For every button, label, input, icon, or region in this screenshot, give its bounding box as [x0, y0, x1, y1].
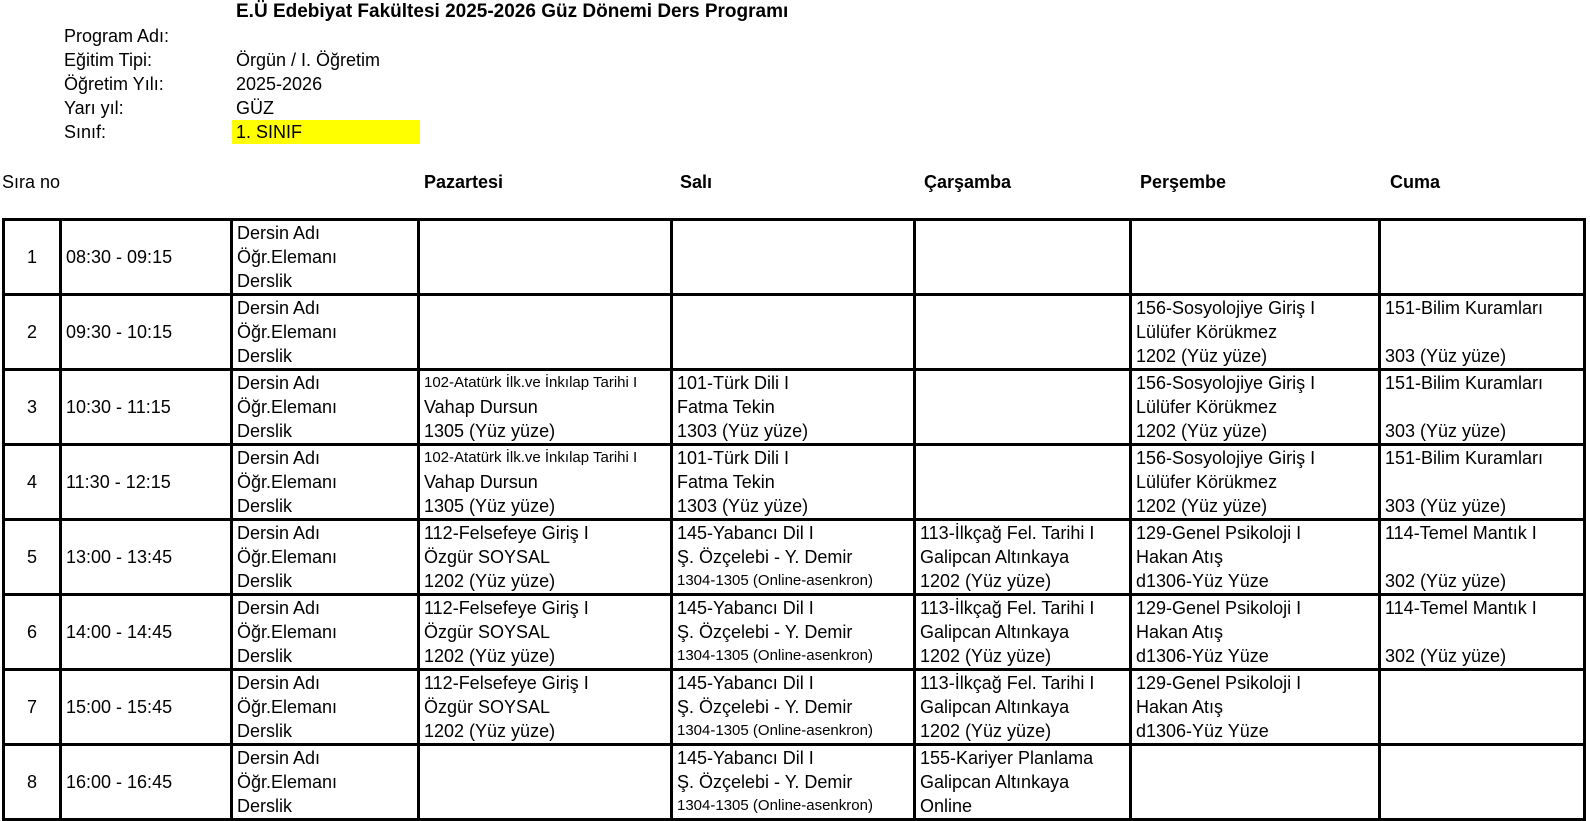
header-day-friday: Cuma [1390, 172, 1441, 192]
classroom: 1304-1305 (Online-asenkron) [677, 797, 873, 814]
header-sira-no: Sıra no [2, 172, 61, 192]
instructor [916, 320, 1129, 344]
schedule-cell-monday [419, 220, 672, 295]
time-slot: 15:00 - 15:45 [61, 670, 232, 745]
row-number: 1 [4, 220, 61, 295]
meta-row-class [0, 120, 600, 144]
header-day-wednesday: Çarşamba [924, 172, 1012, 192]
schedule-cell-wednesday [915, 445, 1131, 520]
classroom: 302 (Yüz yüze) [1385, 571, 1507, 591]
schedule-cell-monday [419, 595, 672, 670]
classroom-label: Derslik [237, 421, 293, 441]
course-name: 112-Felsefeye Giriş I [424, 523, 589, 543]
schedule-cell-tuesday [672, 670, 915, 745]
classroom [673, 269, 913, 293]
time-slot: 09:30 - 10:15 [61, 295, 232, 370]
row-number: 5 [4, 520, 61, 595]
time-slot: 10:30 - 11:15 [61, 370, 232, 445]
instructor: Lülüfer Körükmez [1136, 322, 1278, 342]
course-name: 129-Genel Psikoloji I [1136, 673, 1302, 693]
header-day-thursday: Perşembe [1140, 172, 1227, 192]
instructor: Lülüfer Körükmez [1136, 397, 1278, 417]
row-number: 7 [4, 670, 61, 745]
schedule-cell-monday [419, 370, 672, 445]
instructor: Galipcan Altınkaya [920, 622, 1070, 642]
course-name: 113-İlkçağ Fel. Tarihi I [920, 673, 1095, 693]
schedule-cell-monday [419, 670, 672, 745]
instructor-label: Öğr.Elemanı [237, 247, 338, 267]
course-name: 129-Genel Psikoloji I [1136, 523, 1302, 543]
classroom: 1305 (Yüz yüze) [424, 496, 556, 516]
classroom-label: Derslik [237, 571, 293, 591]
meta-label: Yarı yıl: [64, 98, 124, 118]
schedule-cell-thursday [1131, 445, 1380, 520]
instructor [1381, 320, 1583, 344]
course-name: 156-Sosyolojiye Giriş I [1136, 373, 1316, 393]
instructor: Ş. Özçelebi - Y. Demir [677, 547, 853, 567]
schedule-cell-thursday [1131, 745, 1380, 820]
classroom [916, 494, 1129, 518]
schedule-table [2, 218, 1586, 821]
instructor [420, 770, 670, 794]
course-name-label: Dersin Adı [237, 298, 321, 318]
time-slot: 08:30 - 09:15 [61, 220, 232, 295]
schedule-cell-monday [419, 520, 672, 595]
course-name: 151-Bilim Kuramları [1385, 298, 1544, 318]
classroom: 1202 (Yüz yüze) [424, 646, 556, 666]
schedule-cell-friday [1380, 445, 1585, 520]
course-name [420, 221, 670, 245]
instructor-label: Öğr.Elemanı [237, 547, 338, 567]
table-row [4, 595, 1585, 670]
instructor [420, 245, 670, 269]
course-name: 102-Atatürk İlk.ve İnkılap Tarihi I [424, 449, 638, 466]
instructor [420, 320, 670, 344]
instructor [673, 320, 913, 344]
instructor [916, 395, 1129, 419]
instructor-label: Öğr.Elemanı [237, 472, 338, 492]
row-number: 8 [4, 745, 61, 820]
meta-label: Eğitim Tipi: [64, 50, 153, 70]
row-number: 3 [4, 370, 61, 445]
instructor: Galipcan Altınkaya [920, 697, 1070, 717]
schedule-cell-thursday [1131, 295, 1380, 370]
classroom [1132, 794, 1378, 818]
schedule-cell-friday [1380, 520, 1585, 595]
classroom [916, 269, 1129, 293]
table-row [4, 670, 1585, 745]
row-labels [232, 370, 419, 445]
row-number: 2 [4, 295, 61, 370]
course-name-label: Dersin Adı [237, 673, 321, 693]
time-slot: 13:00 - 13:45 [61, 520, 232, 595]
schedule-cell-tuesday [672, 370, 915, 445]
course-name: 155-Kariyer Planlama [920, 748, 1094, 768]
classroom: 1202 (Yüz yüze) [920, 571, 1052, 591]
instructor: Özgür SOYSAL [424, 622, 551, 642]
classroom: 1202 (Yüz yüze) [424, 571, 556, 591]
course-name: 112-Felsefeye Giriş I [424, 673, 589, 693]
instructor: Ş. Özçelebi - Y. Demir [677, 772, 853, 792]
time-slot: 14:00 - 14:45 [61, 595, 232, 670]
schedule-cell-wednesday [915, 670, 1131, 745]
instructor [673, 245, 913, 269]
schedule-cell-wednesday [915, 745, 1131, 820]
classroom: Online [920, 796, 973, 816]
classroom [916, 344, 1129, 368]
classroom: d1306-Yüz Yüze [1136, 721, 1269, 741]
meta-label: Program Adı: [64, 26, 170, 46]
schedule-cell-tuesday [672, 745, 915, 820]
classroom-label: Derslik [237, 796, 293, 816]
course-name: 145-Yabancı Dil I [677, 748, 814, 768]
classroom: 1303 (Yüz yüze) [677, 421, 809, 441]
classroom: 1202 (Yüz yüze) [920, 646, 1052, 666]
classroom-label: Derslik [237, 496, 293, 516]
instructor-label: Öğr.Elemanı [237, 622, 338, 642]
schedule-cell-tuesday [672, 220, 915, 295]
classroom: 303 (Yüz yüze) [1385, 496, 1507, 516]
classroom [420, 794, 670, 818]
table-row [4, 370, 1585, 445]
course-name [673, 221, 913, 245]
course-name-label: Dersin Adı [237, 598, 321, 618]
course-name-label: Dersin Adı [237, 223, 321, 243]
schedule-cell-thursday [1131, 370, 1380, 445]
instructor [1381, 770, 1583, 794]
schedule-cell-wednesday [915, 595, 1131, 670]
meta-value: GÜZ [236, 98, 274, 118]
instructor: Hakan Atış [1136, 547, 1224, 567]
row-labels [232, 445, 419, 520]
schedule-cell-wednesday [915, 220, 1131, 295]
row-labels [232, 520, 419, 595]
classroom: 1304-1305 (Online-asenkron) [677, 647, 873, 664]
meta-label: Öğretim Yılı: [64, 74, 164, 94]
schedule-cell-friday [1380, 295, 1585, 370]
header-day-tuesday: Salı [680, 172, 713, 192]
course-name: 113-İlkçağ Fel. Tarihi I [920, 523, 1095, 543]
schedule-cell-monday [419, 295, 672, 370]
course-name: 112-Felsefeye Giriş I [424, 598, 589, 618]
class-highlight [232, 120, 420, 144]
instructor-label: Öğr.Elemanı [237, 322, 338, 342]
table-row [4, 220, 1585, 295]
instructor [1381, 620, 1583, 644]
classroom [1132, 269, 1378, 293]
instructor [916, 245, 1129, 269]
meta-value: Örgün / I. Öğretim [236, 50, 381, 70]
row-labels [232, 595, 419, 670]
schedule-cell-monday [419, 445, 672, 520]
page-title: E.Ü Edebiyat Fakültesi 2025-2026 Güz Dönemi Ders Programı [236, 1, 789, 22]
schedule-cell-tuesday [672, 295, 915, 370]
course-name: 151-Bilim Kuramları [1385, 373, 1544, 393]
instructor [1381, 695, 1583, 719]
course-name: 114-Temel Mantık I [1385, 598, 1537, 618]
schedule-cell-friday [1380, 220, 1585, 295]
instructor [1381, 545, 1583, 569]
instructor-label: Öğr.Elemanı [237, 697, 338, 717]
meta-value: 1. SINIF [236, 122, 303, 142]
classroom: 1303 (Yüz yüze) [677, 496, 809, 516]
instructor: Vahap Dursun [424, 397, 538, 417]
table-row [4, 520, 1585, 595]
course-name: 114-Temel Mantık I [1385, 523, 1537, 543]
instructor: Ş. Özçelebi - Y. Demir [677, 697, 853, 717]
classroom [1381, 794, 1583, 818]
schedule-cell-thursday [1131, 220, 1380, 295]
schedule-cell-thursday [1131, 520, 1380, 595]
instructor-label: Öğr.Elemanı [237, 397, 338, 417]
course-name: 102-Atatürk İlk.ve İnkılap Tarihi I [424, 374, 638, 391]
instructor: Galipcan Altınkaya [920, 547, 1070, 567]
header-day-monday: Pazartesi [424, 172, 504, 192]
classroom: d1306-Yüz Yüze [1136, 646, 1269, 666]
classroom [673, 344, 913, 368]
classroom [420, 344, 670, 368]
course-name: 156-Sosyolojiye Giriş I [1136, 298, 1316, 318]
instructor [1381, 245, 1583, 269]
classroom: 1202 (Yüz yüze) [1136, 496, 1268, 516]
course-name-label: Dersin Adı [237, 523, 321, 543]
classroom: 1202 (Yüz yüze) [424, 721, 556, 741]
instructor: Fatma Tekin [677, 472, 775, 492]
instructor [1381, 470, 1583, 494]
schedule-cell-friday [1380, 670, 1585, 745]
schedule-cell-wednesday [915, 295, 1131, 370]
classroom-label: Derslik [237, 271, 293, 291]
course-name [1381, 746, 1583, 770]
schedule-cell-thursday [1131, 595, 1380, 670]
schedule-cell-tuesday [672, 445, 915, 520]
instructor: Ş. Özçelebi - Y. Demir [677, 622, 853, 642]
meta-label: Sınıf: [64, 122, 107, 142]
instructor: Vahap Dursun [424, 472, 538, 492]
row-labels [232, 220, 419, 295]
schedule-cell-tuesday [672, 595, 915, 670]
classroom: 1305 (Yüz yüze) [424, 421, 556, 441]
schedule-cell-wednesday [915, 370, 1131, 445]
instructor: Galipcan Altınkaya [920, 772, 1070, 792]
row-labels [232, 670, 419, 745]
schedule-cell-monday [419, 745, 672, 820]
course-name [420, 746, 670, 770]
meta-value: 2025-2026 [236, 74, 323, 94]
instructor [1381, 395, 1583, 419]
classroom: 1202 (Yüz yüze) [920, 721, 1052, 741]
classroom: 302 (Yüz yüze) [1385, 646, 1507, 666]
course-name-label: Dersin Adı [237, 373, 321, 393]
course-name: 156-Sosyolojiye Giriş I [1136, 448, 1316, 468]
instructor: Özgür SOYSAL [424, 697, 551, 717]
classroom-label: Derslik [237, 346, 293, 366]
course-name: 101-Türk Dili I [677, 448, 790, 468]
classroom [1381, 269, 1583, 293]
classroom: 303 (Yüz yüze) [1385, 421, 1507, 441]
course-name [420, 296, 670, 320]
classroom-label: Derslik [237, 646, 293, 666]
instructor: Lülüfer Körükmez [1136, 472, 1278, 492]
instructor: Fatma Tekin [677, 397, 775, 417]
classroom [1381, 719, 1583, 743]
course-name-label: Dersin Adı [237, 448, 321, 468]
classroom: 1202 (Yüz yüze) [1136, 421, 1268, 441]
course-name: 101-Türk Dili I [677, 373, 790, 393]
row-number: 6 [4, 595, 61, 670]
classroom-label: Derslik [237, 721, 293, 741]
instructor-label: Öğr.Elemanı [237, 772, 338, 792]
classroom: 1304-1305 (Online-asenkron) [677, 572, 873, 589]
course-name [673, 296, 913, 320]
instructor [1132, 245, 1378, 269]
course-name [916, 221, 1129, 245]
course-name: 129-Genel Psikoloji I [1136, 598, 1302, 618]
course-name [1381, 671, 1583, 695]
course-name [1381, 221, 1583, 245]
schedule-cell-tuesday [672, 520, 915, 595]
classroom [916, 419, 1129, 443]
course-name: 145-Yabancı Dil I [677, 598, 814, 618]
classroom: 1304-1305 (Online-asenkron) [677, 722, 873, 739]
course-name [1132, 221, 1378, 245]
row-number: 4 [4, 445, 61, 520]
course-name: 113-İlkçağ Fel. Tarihi I [920, 598, 1095, 618]
course-name: 145-Yabancı Dil I [677, 673, 814, 693]
instructor: Hakan Atış [1136, 697, 1224, 717]
course-name [916, 371, 1129, 395]
course-name-label: Dersin Adı [237, 748, 321, 768]
table-row [4, 445, 1585, 520]
row-labels [232, 295, 419, 370]
course-name [916, 446, 1129, 470]
time-slot: 11:30 - 12:15 [61, 445, 232, 520]
schedule-cell-friday [1380, 595, 1585, 670]
schedule-cell-friday [1380, 745, 1585, 820]
course-name [1132, 746, 1378, 770]
instructor: Hakan Atış [1136, 622, 1224, 642]
schedule-cell-wednesday [915, 520, 1131, 595]
program-info [0, 24, 600, 148]
classroom: d1306-Yüz Yüze [1136, 571, 1269, 591]
course-name: 151-Bilim Kuramları [1385, 448, 1544, 468]
classroom [420, 269, 670, 293]
classroom: 303 (Yüz yüze) [1385, 346, 1507, 366]
time-slot: 16:00 - 16:45 [61, 745, 232, 820]
row-labels [232, 745, 419, 820]
course-name: 145-Yabancı Dil I [677, 523, 814, 543]
instructor: Özgür SOYSAL [424, 547, 551, 567]
table-row [4, 745, 1585, 820]
table-row [4, 295, 1585, 370]
instructor [1132, 770, 1378, 794]
schedule-cell-thursday [1131, 670, 1380, 745]
schedule-cell-friday [1380, 370, 1585, 445]
classroom: 1202 (Yüz yüze) [1136, 346, 1268, 366]
instructor [916, 470, 1129, 494]
course-name [916, 296, 1129, 320]
